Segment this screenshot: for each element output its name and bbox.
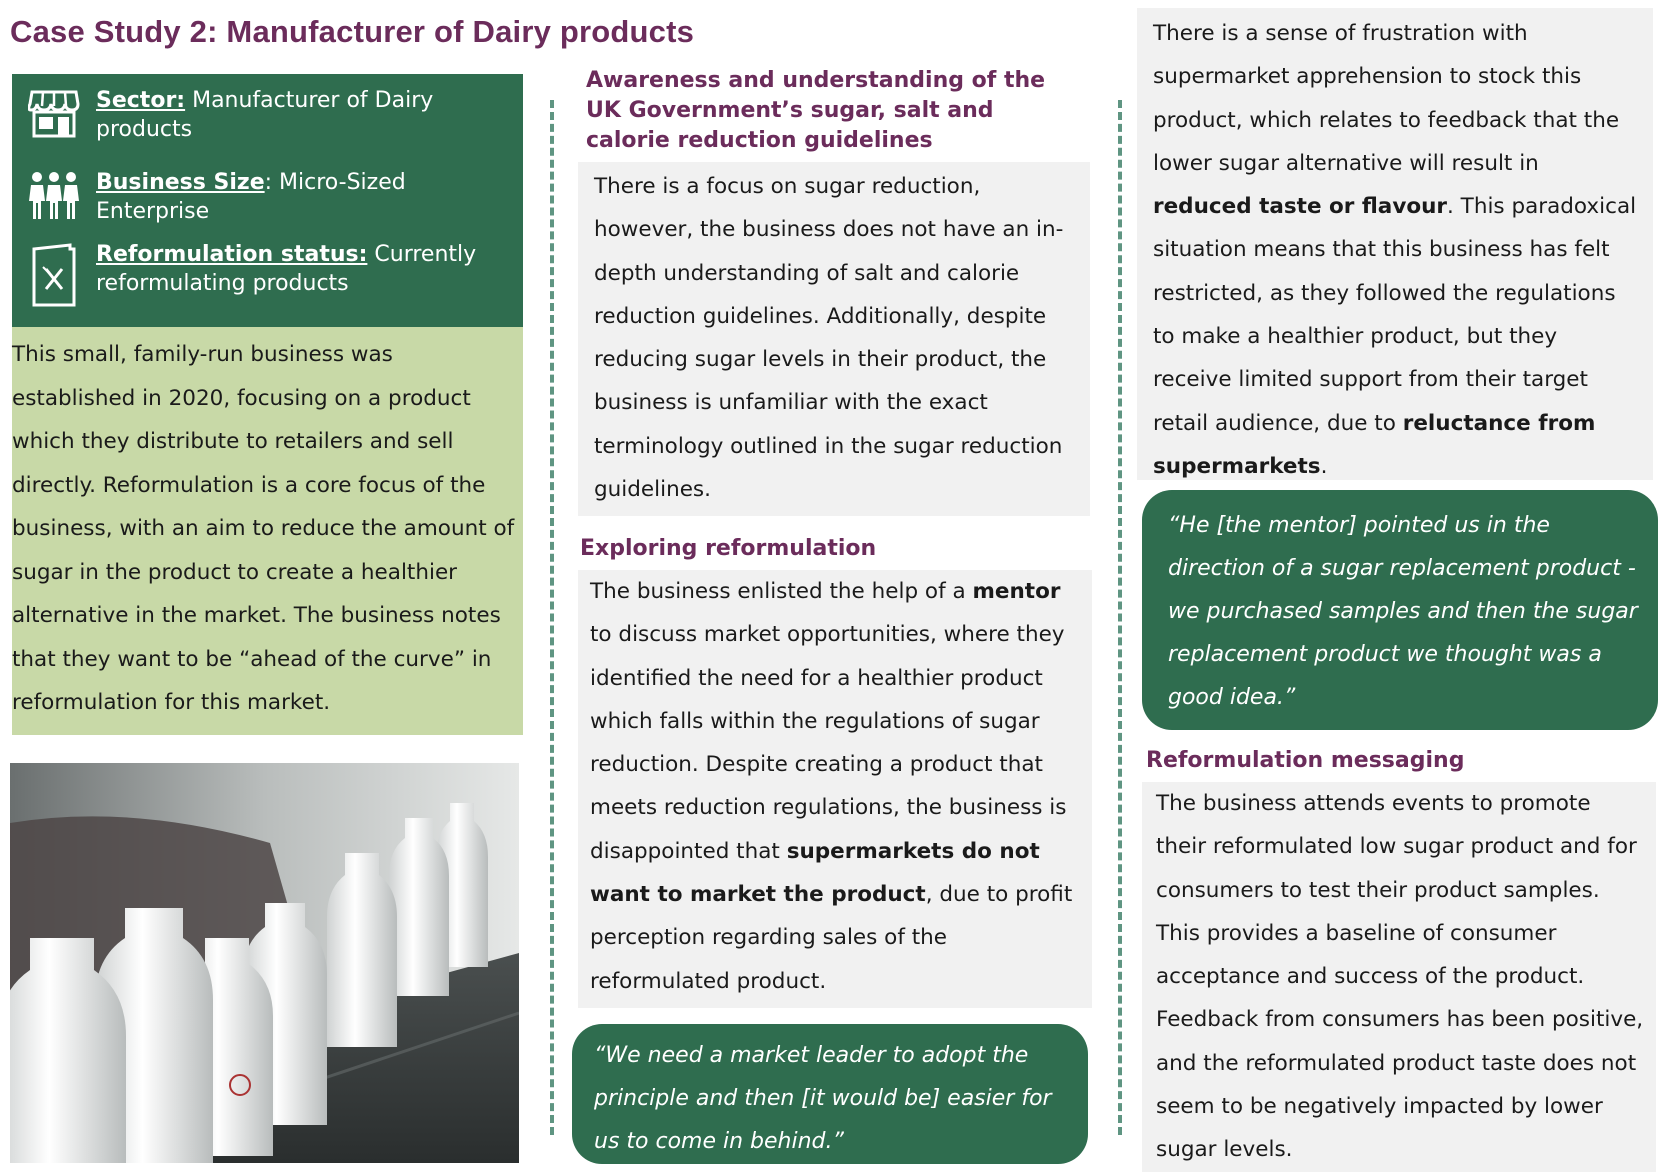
column-divider-left [550, 100, 554, 1135]
business-size-row [26, 168, 516, 226]
exploring-bold-mentor: mentor [972, 579, 1061, 604]
frustration-text-a: There is a sense of frustration with supermarket apprehension to stock this product, which relates to feedback that the lower sugar alternative will result in [1153, 21, 1620, 176]
sector-value: Manufacturer of Dairy products [96, 88, 434, 142]
exploring-bold-supermarkets: supermarkets do not want to market the product [590, 838, 1040, 908]
exploring-text-c: , due to profit perception regarding sales of the reformulated product. [590, 882, 1073, 994]
menu-icon [26, 240, 82, 310]
quote-bubble-right [1142, 490, 1658, 730]
quote-right-text: “He [the mentor] pointed us in the direction of a sugar replacement product - we purchased samples and then the sugar replacement product we thought was a good idea.” [1168, 513, 1638, 710]
intro-text: This small, family-run business was established in 2020, focusing on a product which they distribute to retailers and sell directly. Reformulation is a core focus of the business, with an aim to reduce the amount of sugar in the product to create a healthier alternative in the market. The business notes that they want to be “ahead of the curve” in reformulation for this market. [12, 342, 515, 715]
messaging-text: The business attends events to promote their reformulated low sugar product and for consumers to test their product samples. This provides a baseline of consumer acceptance and success of the product. Feedback from consumers has been positive, and the reformulated product taste does not seem to be negatively impacted by lower sugar levels. [1156, 791, 1644, 1163]
intro-panel [12, 327, 523, 735]
size-value: : Micro-Sized Enterprise [96, 170, 406, 224]
sector-row [26, 86, 516, 144]
status-label: Reformulation status: [96, 242, 368, 267]
messaging-heading: Reformulation messaging [1146, 748, 1465, 773]
frustration-text [1153, 12, 1641, 488]
frustration-text-c: . [1320, 453, 1328, 479]
messaging-panel [1142, 782, 1656, 1172]
awareness-heading: Awareness and understanding of the UK Government’s sugar, salt and calorie reduction guidelines [586, 68, 1046, 153]
business-size-text [96, 168, 516, 226]
size-label: Business Size [96, 170, 265, 195]
reformulation-status-row [26, 240, 516, 310]
sector-label: Sector: [96, 88, 186, 113]
business-info-panel [12, 74, 523, 327]
exploring-text-a: The business enlisted the help of a [590, 579, 973, 604]
awareness-panel [578, 162, 1090, 516]
exploring-text-b: to discuss market opportunities, where they identified the need for a healthier product which falls within the regulations of sugar reduction. Despite creating a product that meets reduction regulations, the business is disappointed that [590, 622, 1067, 864]
frustration-text-b: . This paradoxical situation means that this business has felt restricted, as they followed the regulations to make a healthier product, but they receive limited support from their target retail audience, due to [1153, 194, 1637, 436]
reformulation-status-text [96, 240, 516, 298]
shop-icon [26, 86, 82, 142]
frustration-bold-reluctance: reluctance from supermarkets [1153, 410, 1596, 479]
exploring-heading: Exploring reformulation [580, 536, 877, 561]
sector-text [96, 86, 516, 144]
status-value: Currently reformulating products [96, 242, 477, 296]
exploring-panel [578, 570, 1092, 1008]
column-divider-right [1118, 100, 1122, 1135]
page-title: Case Study 2: Manufacturer of Dairy products [10, 14, 695, 49]
frustration-bold-taste: reduced taste or flavour [1153, 194, 1448, 220]
milk-bottles-photo [10, 763, 519, 1163]
quote-bubble-middle [572, 1024, 1088, 1164]
people-icon [26, 168, 82, 224]
exploring-text [590, 570, 1080, 1003]
quote-middle-text: “We need a market leader to adopt the principle and then [it would be] easier for us to come in behind.” [594, 1043, 1052, 1154]
awareness-text: There is a focus on sugar reduction, however, the business does not have an in-depth understanding of salt and calorie reduction guidelines. Additionally, despite reducing sugar levels in their product, the business is unfamiliar with the exact terminology outlined in the sugar reduction guidelines. [594, 174, 1064, 503]
frustration-panel [1137, 8, 1653, 480]
